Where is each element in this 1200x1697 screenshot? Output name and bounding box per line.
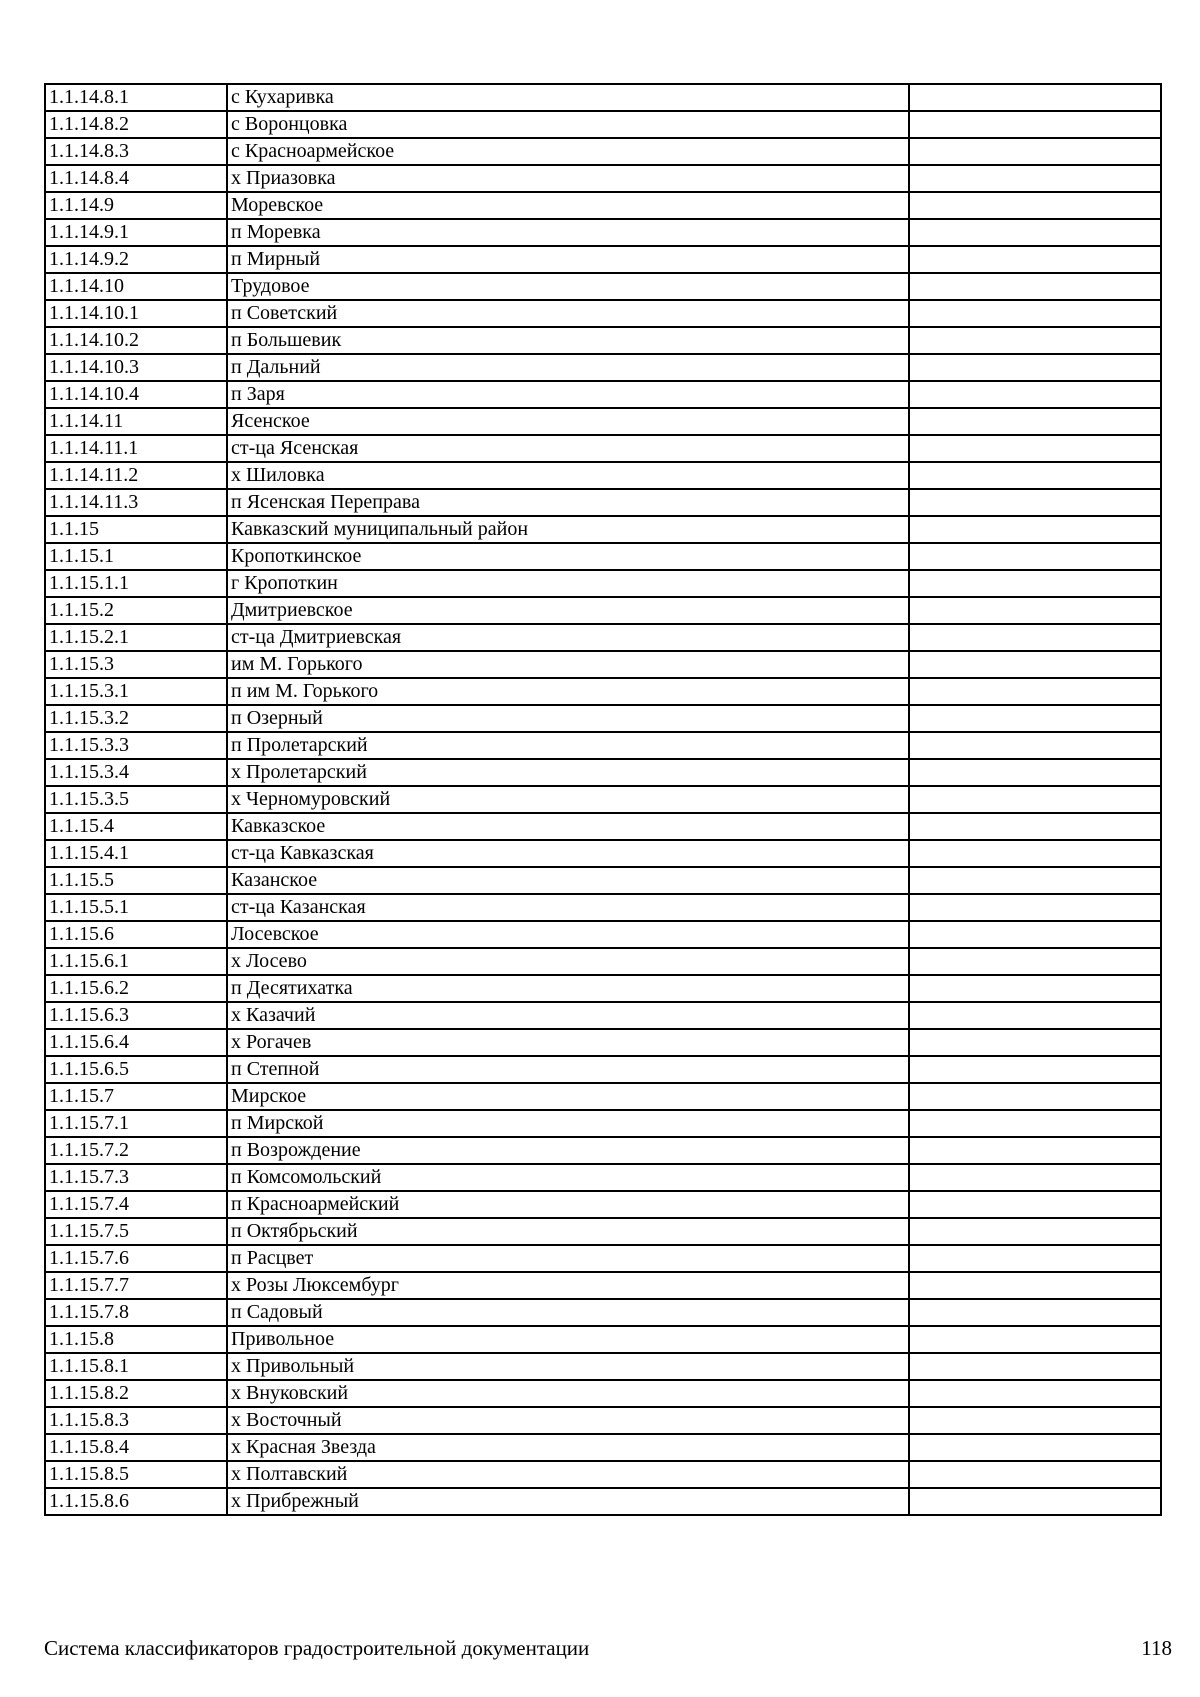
table-row bbox=[45, 1407, 1161, 1434]
name-cell: им М. Горького bbox=[227, 651, 909, 678]
table-row bbox=[45, 1380, 1161, 1407]
extra-cell bbox=[909, 300, 1161, 327]
extra-cell bbox=[909, 894, 1161, 921]
extra-cell bbox=[909, 921, 1161, 948]
extra-cell bbox=[909, 246, 1161, 273]
extra-cell bbox=[909, 786, 1161, 813]
table-row bbox=[45, 1461, 1161, 1488]
name-cell: п Моревка bbox=[227, 219, 909, 246]
name-cell: Кавказский муниципальный район bbox=[227, 516, 909, 543]
page-number: 118 bbox=[1141, 1636, 1172, 1660]
name-cell: п Возрождение bbox=[227, 1137, 909, 1164]
extra-cell bbox=[909, 570, 1161, 597]
extra-cell bbox=[909, 1110, 1161, 1137]
extra-cell bbox=[909, 1272, 1161, 1299]
name-cell: х Внуковский bbox=[227, 1380, 909, 1407]
code-cell: 1.1.15.3 bbox=[45, 651, 227, 678]
code-cell: 1.1.15.7 bbox=[45, 1083, 227, 1110]
code-cell: 1.1.14.8.4 bbox=[45, 165, 227, 192]
table-row bbox=[45, 1488, 1161, 1515]
code-cell: 1.1.15.6.2 bbox=[45, 975, 227, 1002]
extra-cell bbox=[909, 111, 1161, 138]
code-cell: 1.1.15.8.6 bbox=[45, 1488, 227, 1515]
table-row bbox=[45, 1056, 1161, 1083]
extra-cell bbox=[909, 678, 1161, 705]
extra-cell bbox=[909, 435, 1161, 462]
table-row bbox=[45, 813, 1161, 840]
name-cell: Кавказское bbox=[227, 813, 909, 840]
code-cell: 1.1.14.10.4 bbox=[45, 381, 227, 408]
footer-title: Система классификаторов градостроительной документации bbox=[44, 1636, 590, 1660]
extra-cell bbox=[909, 1380, 1161, 1407]
name-cell: п Дальний bbox=[227, 354, 909, 381]
table-row bbox=[45, 219, 1161, 246]
extra-cell bbox=[909, 1083, 1161, 1110]
name-cell: п Мирный bbox=[227, 246, 909, 273]
name-cell: х Прибрежный bbox=[227, 1488, 909, 1515]
extra-cell bbox=[909, 813, 1161, 840]
extra-cell bbox=[909, 1056, 1161, 1083]
code-cell: 1.1.15.1.1 bbox=[45, 570, 227, 597]
code-cell: 1.1.14.11.3 bbox=[45, 489, 227, 516]
code-cell: 1.1.15.7.4 bbox=[45, 1191, 227, 1218]
code-cell: 1.1.15.7.8 bbox=[45, 1299, 227, 1326]
name-cell: Трудовое bbox=[227, 273, 909, 300]
table-row bbox=[45, 489, 1161, 516]
name-cell: Мирское bbox=[227, 1083, 909, 1110]
table-row bbox=[45, 354, 1161, 381]
code-cell: 1.1.15.6.3 bbox=[45, 1002, 227, 1029]
extra-cell bbox=[909, 192, 1161, 219]
table-row bbox=[45, 678, 1161, 705]
table-row bbox=[45, 462, 1161, 489]
name-cell: п им М. Горького bbox=[227, 678, 909, 705]
extra-cell bbox=[909, 867, 1161, 894]
table-row bbox=[45, 1164, 1161, 1191]
code-cell: 1.1.14.11 bbox=[45, 408, 227, 435]
table-row bbox=[45, 1326, 1161, 1353]
code-cell: 1.1.14.9.1 bbox=[45, 219, 227, 246]
extra-cell bbox=[909, 1137, 1161, 1164]
table-row bbox=[45, 543, 1161, 570]
table-row bbox=[45, 84, 1161, 111]
code-cell: 1.1.15.4 bbox=[45, 813, 227, 840]
code-cell: 1.1.15.2.1 bbox=[45, 624, 227, 651]
table-row bbox=[45, 327, 1161, 354]
extra-cell bbox=[909, 1353, 1161, 1380]
table-row bbox=[45, 300, 1161, 327]
table-row bbox=[45, 111, 1161, 138]
code-cell: 1.1.15.3.4 bbox=[45, 759, 227, 786]
extra-cell bbox=[909, 759, 1161, 786]
name-cell: с Воронцовка bbox=[227, 111, 909, 138]
extra-cell bbox=[909, 273, 1161, 300]
extra-cell bbox=[909, 1434, 1161, 1461]
extra-cell bbox=[909, 138, 1161, 165]
code-cell: 1.1.15.6.1 bbox=[45, 948, 227, 975]
code-cell: 1.1.15.7.2 bbox=[45, 1137, 227, 1164]
extra-cell bbox=[909, 1218, 1161, 1245]
code-cell: 1.1.15.5 bbox=[45, 867, 227, 894]
table-row bbox=[45, 1245, 1161, 1272]
name-cell: п Мирской bbox=[227, 1110, 909, 1137]
code-cell: 1.1.15.7.7 bbox=[45, 1272, 227, 1299]
table-row bbox=[45, 1083, 1161, 1110]
extra-cell bbox=[909, 840, 1161, 867]
name-cell: ст-ца Дмитриевская bbox=[227, 624, 909, 651]
name-cell: х Розы Люксембург bbox=[227, 1272, 909, 1299]
name-cell: п Ясенская Переправа bbox=[227, 489, 909, 516]
code-cell: 1.1.14.9 bbox=[45, 192, 227, 219]
code-cell: 1.1.15.8 bbox=[45, 1326, 227, 1353]
name-cell: Моревское bbox=[227, 192, 909, 219]
code-cell: 1.1.15.6.5 bbox=[45, 1056, 227, 1083]
name-cell: х Казачий bbox=[227, 1002, 909, 1029]
name-cell: п Большевик bbox=[227, 327, 909, 354]
name-cell: х Полтавский bbox=[227, 1461, 909, 1488]
extra-cell bbox=[909, 1029, 1161, 1056]
name-cell: Привольное bbox=[227, 1326, 909, 1353]
code-cell: 1.1.15.3.5 bbox=[45, 786, 227, 813]
table-row bbox=[45, 975, 1161, 1002]
name-cell: п Октябрьский bbox=[227, 1218, 909, 1245]
name-cell: г Кропоткин bbox=[227, 570, 909, 597]
classifier-table-body bbox=[45, 84, 1161, 1515]
extra-cell bbox=[909, 408, 1161, 435]
name-cell: Ясенское bbox=[227, 408, 909, 435]
name-cell: х Шиловка bbox=[227, 462, 909, 489]
extra-cell bbox=[909, 975, 1161, 1002]
code-cell: 1.1.14.11.1 bbox=[45, 435, 227, 462]
name-cell: п Заря bbox=[227, 381, 909, 408]
table-row bbox=[45, 651, 1161, 678]
table-row bbox=[45, 1191, 1161, 1218]
code-cell: 1.1.15.6.4 bbox=[45, 1029, 227, 1056]
code-cell: 1.1.14.9.2 bbox=[45, 246, 227, 273]
extra-cell bbox=[909, 381, 1161, 408]
name-cell: х Пролетарский bbox=[227, 759, 909, 786]
code-cell: 1.1.15.8.5 bbox=[45, 1461, 227, 1488]
code-cell: 1.1.14.10 bbox=[45, 273, 227, 300]
code-cell: 1.1.15.1 bbox=[45, 543, 227, 570]
extra-cell bbox=[909, 1164, 1161, 1191]
table-row bbox=[45, 948, 1161, 975]
table-row bbox=[45, 246, 1161, 273]
name-cell: п Степной bbox=[227, 1056, 909, 1083]
table-row bbox=[45, 273, 1161, 300]
extra-cell bbox=[909, 597, 1161, 624]
extra-cell bbox=[909, 1461, 1161, 1488]
code-cell: 1.1.15.3.1 bbox=[45, 678, 227, 705]
name-cell: п Комсомольский bbox=[227, 1164, 909, 1191]
code-cell: 1.1.14.11.2 bbox=[45, 462, 227, 489]
code-cell: 1.1.14.10.3 bbox=[45, 354, 227, 381]
table-row bbox=[45, 570, 1161, 597]
name-cell: Кропоткинское bbox=[227, 543, 909, 570]
extra-cell bbox=[909, 1299, 1161, 1326]
extra-cell bbox=[909, 462, 1161, 489]
name-cell: п Красноармейский bbox=[227, 1191, 909, 1218]
extra-cell bbox=[909, 651, 1161, 678]
code-cell: 1.1.15.2 bbox=[45, 597, 227, 624]
code-cell: 1.1.14.10.2 bbox=[45, 327, 227, 354]
table-row bbox=[45, 624, 1161, 651]
table-row bbox=[45, 759, 1161, 786]
extra-cell bbox=[909, 1191, 1161, 1218]
table-row bbox=[45, 705, 1161, 732]
name-cell: ст-ца Ясенская bbox=[227, 435, 909, 462]
table-row bbox=[45, 1353, 1161, 1380]
name-cell: п Советский bbox=[227, 300, 909, 327]
table-row bbox=[45, 435, 1161, 462]
name-cell: х Рогачев bbox=[227, 1029, 909, 1056]
extra-cell bbox=[909, 516, 1161, 543]
code-cell: 1.1.15.6 bbox=[45, 921, 227, 948]
extra-cell bbox=[909, 543, 1161, 570]
table-row bbox=[45, 597, 1161, 624]
code-cell: 1.1.15.8.1 bbox=[45, 1353, 227, 1380]
page-footer bbox=[44, 1636, 1172, 1664]
table-row bbox=[45, 1110, 1161, 1137]
code-cell: 1.1.15.4.1 bbox=[45, 840, 227, 867]
code-cell: 1.1.15.7.3 bbox=[45, 1164, 227, 1191]
extra-cell bbox=[909, 1488, 1161, 1515]
code-cell: 1.1.14.10.1 bbox=[45, 300, 227, 327]
code-cell: 1.1.15.7.5 bbox=[45, 1218, 227, 1245]
table-row bbox=[45, 1137, 1161, 1164]
extra-cell bbox=[909, 1326, 1161, 1353]
table-row bbox=[45, 1434, 1161, 1461]
code-cell: 1.1.15.3.2 bbox=[45, 705, 227, 732]
code-cell: 1.1.15.7.6 bbox=[45, 1245, 227, 1272]
table-row bbox=[45, 921, 1161, 948]
name-cell: п Расцвет bbox=[227, 1245, 909, 1272]
code-cell: 1.1.15.7.1 bbox=[45, 1110, 227, 1137]
name-cell: Казанское bbox=[227, 867, 909, 894]
code-cell: 1.1.15.8.3 bbox=[45, 1407, 227, 1434]
table-row bbox=[45, 138, 1161, 165]
table-row bbox=[45, 381, 1161, 408]
name-cell: п Десятихатка bbox=[227, 975, 909, 1002]
code-cell: 1.1.15 bbox=[45, 516, 227, 543]
extra-cell bbox=[909, 489, 1161, 516]
name-cell: с Красноармейское bbox=[227, 138, 909, 165]
name-cell: п Озерный bbox=[227, 705, 909, 732]
name-cell: Дмитриевское bbox=[227, 597, 909, 624]
extra-cell bbox=[909, 327, 1161, 354]
table-row bbox=[45, 1272, 1161, 1299]
classifier-table bbox=[44, 83, 1162, 1516]
extra-cell bbox=[909, 732, 1161, 759]
table-row bbox=[45, 192, 1161, 219]
name-cell: ст-ца Кавказская bbox=[227, 840, 909, 867]
table-row bbox=[45, 894, 1161, 921]
code-cell: 1.1.14.8.3 bbox=[45, 138, 227, 165]
name-cell: ст-ца Казанская bbox=[227, 894, 909, 921]
table-row bbox=[45, 1002, 1161, 1029]
table-row bbox=[45, 1218, 1161, 1245]
name-cell: х Черномуровский bbox=[227, 786, 909, 813]
code-cell: 1.1.14.8.2 bbox=[45, 111, 227, 138]
table-row bbox=[45, 1029, 1161, 1056]
name-cell: х Лосево bbox=[227, 948, 909, 975]
extra-cell bbox=[909, 1407, 1161, 1434]
code-cell: 1.1.15.3.3 bbox=[45, 732, 227, 759]
extra-cell bbox=[909, 1245, 1161, 1272]
extra-cell bbox=[909, 624, 1161, 651]
name-cell: с Кухаривка bbox=[227, 84, 909, 111]
code-cell: 1.1.14.8.1 bbox=[45, 84, 227, 111]
table-row bbox=[45, 165, 1161, 192]
extra-cell bbox=[909, 84, 1161, 111]
extra-cell bbox=[909, 165, 1161, 192]
extra-cell bbox=[909, 1002, 1161, 1029]
name-cell: Лосевское bbox=[227, 921, 909, 948]
name-cell: х Красная Звезда bbox=[227, 1434, 909, 1461]
table-row bbox=[45, 1299, 1161, 1326]
code-cell: 1.1.15.5.1 bbox=[45, 894, 227, 921]
name-cell: х Восточный bbox=[227, 1407, 909, 1434]
extra-cell bbox=[909, 948, 1161, 975]
name-cell: п Садовый bbox=[227, 1299, 909, 1326]
table-row bbox=[45, 408, 1161, 435]
extra-cell bbox=[909, 705, 1161, 732]
extra-cell bbox=[909, 354, 1161, 381]
table-row bbox=[45, 732, 1161, 759]
code-cell: 1.1.15.8.2 bbox=[45, 1380, 227, 1407]
code-cell: 1.1.15.8.4 bbox=[45, 1434, 227, 1461]
table-row bbox=[45, 786, 1161, 813]
table-row bbox=[45, 867, 1161, 894]
name-cell: х Привольный bbox=[227, 1353, 909, 1380]
name-cell: п Пролетарский bbox=[227, 732, 909, 759]
classifier-table-container bbox=[44, 83, 1160, 1516]
name-cell: х Приазовка bbox=[227, 165, 909, 192]
table-row bbox=[45, 516, 1161, 543]
table-row bbox=[45, 840, 1161, 867]
extra-cell bbox=[909, 219, 1161, 246]
